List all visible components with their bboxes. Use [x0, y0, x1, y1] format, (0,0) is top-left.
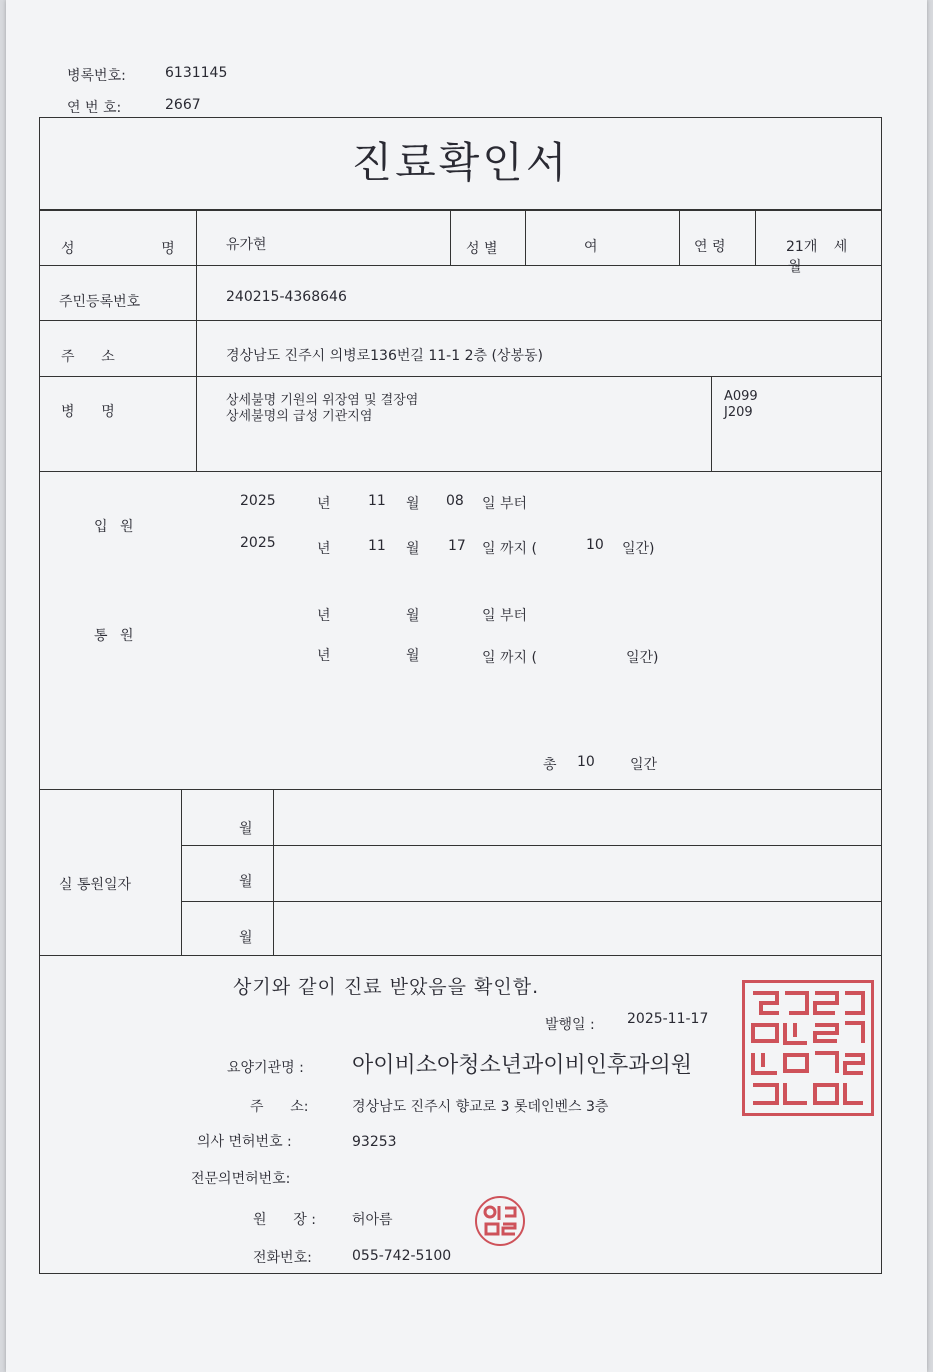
admission-days: 10 [586, 537, 604, 553]
month-label: 월 [406, 496, 420, 512]
license-label: 의사 면허번호 : [197, 1134, 292, 1150]
day-from-label: 일 부터 [482, 608, 528, 624]
sex-label: 성 별 [466, 241, 498, 257]
outpatient-label: 통 원 [94, 628, 134, 644]
patient-sex: 여 [584, 239, 598, 255]
diagnosis-code: A099 [724, 389, 758, 404]
registration-number-label: 병록번호: [67, 68, 126, 84]
admission-to-month: 11 [368, 538, 386, 554]
diagnosis-code: J209 [724, 405, 753, 420]
phone-label: 전화번호: [253, 1250, 312, 1266]
document-page [6, 0, 927, 1372]
diagnosis-name: 상세불명의 급성 기관지염 [226, 409, 373, 424]
patient-age: 21개 세 [786, 239, 848, 255]
month-label: 월 [406, 648, 420, 664]
admission-to-day: 17 [448, 538, 466, 554]
admission-to-year: 2025 [240, 535, 276, 551]
days-unit-label: 일간) [622, 541, 655, 557]
admission-label: 입 원 [94, 519, 134, 535]
institution-name-label: 요양기관명 : [227, 1060, 304, 1076]
serial-number-label: 연 번 호: [67, 100, 122, 116]
phone-number: 055-742-5100 [352, 1248, 452, 1264]
year-label: 년 [317, 541, 331, 557]
patient-address: 경상남도 진주시 의병로136번길 11-1 2층 (상봉동) [226, 348, 543, 364]
institution-name: 아이비소아청소년과이비인후과의원 [352, 1053, 693, 1078]
diagnosis-name: 상세불명 기원의 위장염 및 결장염 [226, 393, 419, 408]
actual-visits-label: 실 통원일자 [59, 877, 132, 893]
license-number: 93253 [352, 1134, 397, 1150]
institution-address-label: 주 소: [250, 1099, 309, 1115]
issue-date: 2025-11-17 [627, 1011, 709, 1027]
total-prefix: 총 [543, 757, 557, 773]
age-label: 연 령 [694, 239, 726, 255]
registration-number: 6131145 [165, 65, 228, 81]
day-to-label: 일 까지 ( [482, 650, 537, 666]
day-to-label: 일 까지 ( [482, 541, 537, 557]
diagnosis-label: 병 명 [61, 404, 115, 420]
confirmation-text: 상기와 같이 진료 받았음을 확인함. [233, 976, 540, 998]
month-label: 월 [406, 541, 420, 557]
day-from-label: 일 부터 [482, 496, 528, 512]
patient-rrn: 240215-4368646 [226, 289, 347, 305]
rrn-label: 주민등록번호 [59, 294, 141, 310]
serial-number: 2667 [165, 97, 201, 113]
admission-from-day: 08 [446, 493, 464, 509]
director-seal-icon [475, 1196, 525, 1246]
document-title: 진료확인서 [351, 138, 570, 187]
year-label: 년 [317, 496, 331, 512]
director-name: 허아름 [352, 1212, 393, 1228]
total-unit: 일간 [630, 757, 658, 773]
issue-date-label: 발행일 : [545, 1017, 595, 1033]
address-label: 주 소 [61, 349, 115, 365]
patient-age-unit: 월 [788, 259, 802, 275]
institution-seal-icon [742, 980, 874, 1116]
year-label: 년 [317, 648, 331, 664]
institution-address: 경상남도 진주시 향교로 3 롯데인벤스 3층 [352, 1099, 609, 1115]
visit-month-label: 월 [239, 821, 253, 837]
admission-from-month: 11 [368, 493, 386, 509]
visit-month-label: 월 [239, 930, 253, 946]
total-days: 10 [577, 754, 595, 770]
director-label: 원 장 : [253, 1212, 316, 1228]
admission-from-year: 2025 [240, 493, 276, 509]
patient-name: 유가현 [226, 237, 267, 253]
days-unit-label: 일간) [626, 650, 659, 666]
name-label: 성 명 [61, 241, 175, 257]
visit-month-label: 월 [239, 874, 253, 890]
year-label: 년 [317, 608, 331, 624]
month-label: 월 [406, 608, 420, 624]
specialist-license-label: 전문의면허번호: [191, 1171, 291, 1187]
